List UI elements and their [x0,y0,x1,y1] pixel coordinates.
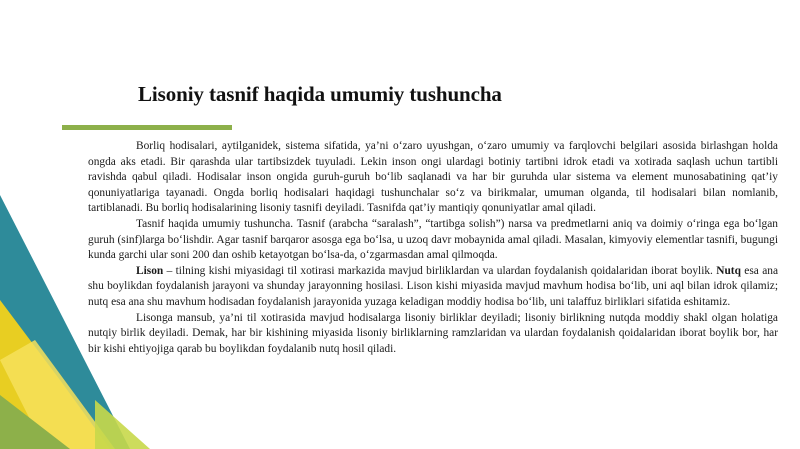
paragraph-1: Borliq hodisalari, aytilganidek, sistema sifatida, ya’ni o‘zaro uyushgan, o‘zaro umumiy va farqlovchi belgilari asosida birlashgan holda ongda aks etadi. Bir qarashda ular tartibsizdek tuyuladi. Lekin inson ongi ulardagi botiniy tartibni idrok etadi va xotirada saqlash uchun tartibli ravishda qabul qiladi. Hodisalar inson ongida guruh-guruh bo‘lib saqlanadi va har bir guruhda ular sistema va element munosabatining qat’iy qonuniyatlariga tayanadi. Ongda borliq hodisalari haqidagi tushunchalar so‘z va birikmalar, umuman olganda, til hodisalari bilan nomlanib, tartiblanadi. Bu borliq hodisalarining lisoniy tasnifi deyiladi. Tasnifda qat’iy mantiqiy qonuniyatlar amal qiladi. [88,140,778,215]
paragraph-4: Lisonga mansub, ya’ni til xotirasida mavjud hodisalarga lisoniy birliklar deyiladi; lisoniy birlikning nutqda moddiy shakl olgan holatiga nutqiy birlik deyiladi. Demak, har bir kishining miyasida lisoniy birliklarning ramzlaridan va ulardan foydalanish qoidalaridan iborat boylik bor, har bir kishi ehtiyojiga qarab bu boylikdan foydalanib nutq hosil qiladi. [88,311,778,355]
paragraph-3-text-a: – tilning kishi miyasidagi til xotirasi markazida mavjud birliklardan va ulardan foydalanish qoidalaridan iborat boylik. [163,264,717,277]
title-underline [62,125,232,130]
lime-corner [95,400,150,449]
paragraph-3-text-b: esa ana shu boylikdan foydalanish jarayoni va shunday jarayonning hosilasi. Lison kishi miyasida mavjud mavhum hodisa bo‘lib, uni aql bilan idrok qilamiz; nutq esa ana shu mavhum hodisadan foydalanish jarayonida yuzaga keladigan moddiy hodisa bo‘lib, uni talaffuz birliklari sifatida eshitamiz. [88,264,778,308]
term-nutq: Nutq [716,264,741,277]
paragraph-3 [88,264,778,311]
term-lison: Lison [136,264,164,277]
paragraph-2: Tasnif haqida umumiy tushuncha. Tasnif (arabcha “saralash”, “tartibga solish”) narsa va predmetlarni aniq va doimiy o‘ringa ega bo‘lgan guruh (sinf)larga bo‘lishdir. Agar tasnif barqaror asosga ega bo‘lsa, u uzoq davr mobaynida amal qiladi. Masalan, kimyoviy elementlar tasnifi, bugungi kunda garchi ular soni 200 dan oshib ketayotgan bo‘lsa-da, o‘zgarmasdan amal qilmoqda. [88,217,778,262]
slide-title: Lisoniy tasnif haqida umumiy tushuncha [138,82,502,106]
slide-body [88,139,778,357]
